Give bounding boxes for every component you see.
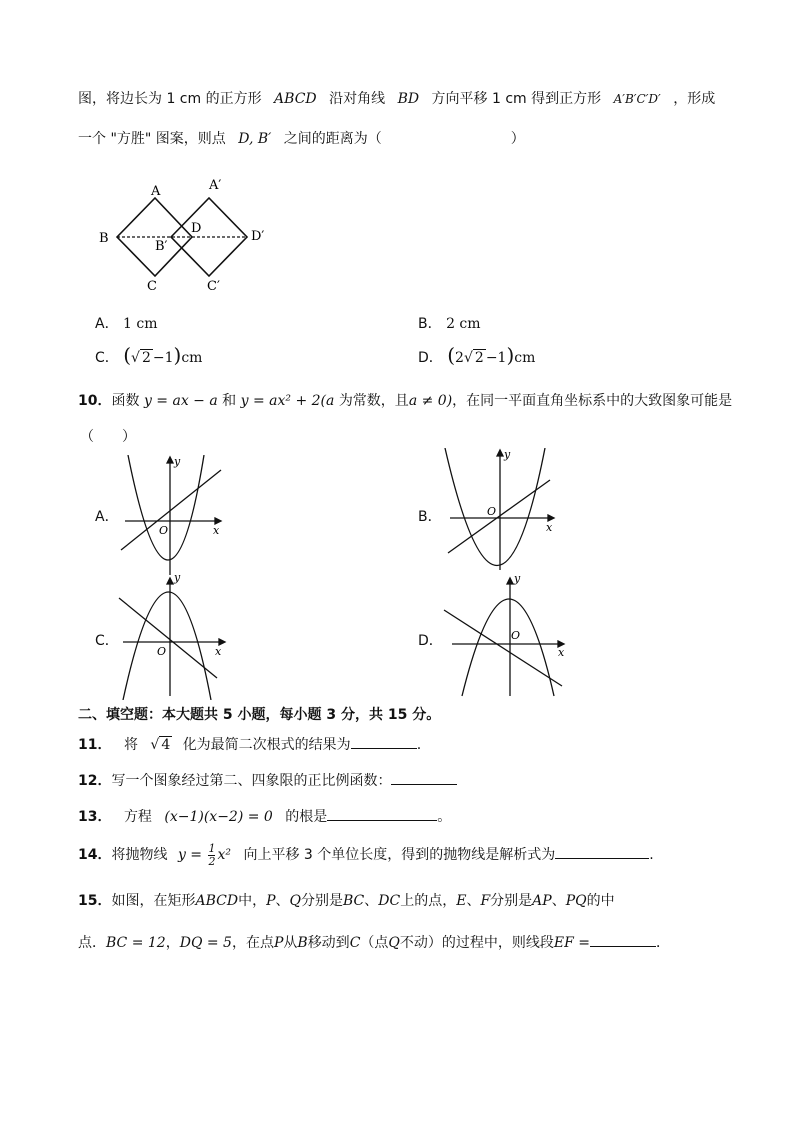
option-label: A．: [95, 316, 119, 332]
square-abcd-prime: A′B′C′D′: [613, 92, 661, 106]
label-b-prime: B′: [155, 239, 168, 254]
answer-blank[interactable]: [327, 806, 437, 821]
question-number: 11．: [78, 737, 112, 753]
q9-text: 沿对角线: [329, 91, 386, 107]
x-label: x: [215, 645, 222, 658]
parabola-curve: [462, 599, 554, 696]
q12: [78, 770, 457, 790]
q9-option-b[interactable]: [418, 313, 481, 333]
graph-b[interactable]: [440, 448, 560, 576]
label-c: C: [147, 279, 157, 294]
q15-text: 移动到: [307, 935, 350, 951]
origin-label: O: [487, 505, 497, 518]
given-bc: BC = 12: [106, 935, 166, 951]
label-c-prime: C′: [207, 279, 220, 294]
numerator: 1: [208, 841, 216, 855]
q15-text: 、: [275, 893, 290, 909]
q10-text: 和: [222, 393, 237, 409]
radicand: 2: [141, 350, 151, 366]
q9-line1: [78, 88, 715, 108]
q10-text: 为常数，且: [338, 393, 409, 409]
q13-text: 方程: [123, 809, 152, 825]
q11-text: 化为最简二次根式的结果为: [182, 737, 351, 753]
graph-c-label: C．: [95, 633, 119, 649]
radicand: 4: [161, 737, 171, 753]
origin-label: O: [511, 629, 521, 642]
answer-blank[interactable]: [351, 734, 417, 749]
q15-text: 点．: [78, 935, 106, 951]
point-c: C: [349, 935, 361, 951]
q15-text: ，在点: [231, 935, 274, 951]
segment-bc: BC: [343, 893, 365, 909]
point-q: Q: [289, 893, 301, 909]
point-b: B: [297, 935, 308, 951]
equation: (x−1)(x−2) = 0: [164, 809, 273, 825]
y-label: y: [504, 448, 511, 461]
function-quadratic: y = ax² + 2(a: [240, 393, 335, 409]
q15-line2: [78, 932, 670, 952]
y-label: y: [514, 572, 521, 585]
unit: cm: [181, 350, 203, 366]
graph-a[interactable]: [115, 455, 230, 580]
q15-text: 的中: [586, 893, 615, 909]
point-p: P: [273, 935, 284, 951]
q11-text: .: [416, 737, 422, 753]
question-number: 14．: [78, 847, 112, 863]
x-label: x: [558, 646, 565, 659]
points-d-bprime: D, B′: [238, 131, 272, 147]
answer-blank[interactable]: [391, 770, 457, 785]
rect-abcd: ABCD: [195, 893, 239, 909]
q15-text: 不动）的过程中，则线段: [399, 935, 554, 951]
answer-paren: （ ）: [80, 429, 136, 445]
point-f: F: [480, 893, 491, 909]
point-q: Q: [388, 935, 400, 951]
graph-b-label: B．: [418, 509, 442, 525]
q14: [78, 838, 654, 872]
q9-text: 图，将边长为 1 cm 的正方形: [78, 91, 262, 107]
q15-text: 分别是: [301, 893, 343, 909]
option-term: −1: [485, 350, 507, 366]
question-number: 10．: [78, 393, 112, 409]
question-number: 15．: [78, 893, 112, 909]
graph-c[interactable]: [115, 572, 230, 700]
segment-ap: AP: [532, 893, 552, 909]
parabola-curve: [123, 592, 211, 700]
graph-d[interactable]: [440, 572, 572, 700]
y-axis-arrow-icon: [167, 457, 173, 463]
q13: [78, 806, 451, 826]
option-value: 2 cm: [446, 316, 481, 332]
q11: 11． 将 √ 4 化为最简二次根式的结果为 .: [78, 734, 421, 754]
q10-line1: [78, 390, 732, 410]
q10-text: 函数: [111, 393, 140, 409]
option-value: 1 cm: [123, 316, 158, 332]
q14-text: 将抛物线: [111, 847, 168, 863]
q15-text: 中，: [238, 893, 267, 909]
q14-text: 向上平移 3 个单位长度，得到的抛物线是解析式为: [243, 847, 556, 863]
label-b: B: [99, 231, 109, 246]
label-d-prime: D′: [251, 229, 265, 244]
line-graph: [119, 598, 217, 678]
parabola-lhs: y =: [177, 847, 203, 863]
coefficient: 2: [455, 350, 464, 366]
line-graph: [121, 470, 221, 550]
graph-a-label: A．: [95, 509, 119, 525]
label-d: D: [191, 221, 202, 236]
segment-ef: EF =: [553, 935, 591, 951]
q15-text: （点: [360, 935, 389, 951]
label-a: A: [151, 184, 161, 199]
q15-text: ，: [165, 935, 180, 951]
q9-text: ，形成: [673, 91, 716, 107]
square-abcd: ABCD: [274, 91, 317, 107]
segment-dc: DC: [378, 893, 401, 909]
condition: a ≠ 0): [408, 393, 453, 409]
point-p: P: [266, 893, 276, 909]
origin-label: O: [157, 645, 167, 658]
q15-line1: [78, 890, 615, 910]
q15-text: ．: [656, 935, 671, 951]
y-label: y: [174, 455, 181, 468]
q9-option-d[interactable]: D． (2√ 2 −1)cm: [418, 343, 536, 367]
diagonal-bd: BD: [397, 91, 420, 107]
origin-label: O: [159, 524, 169, 537]
q15-text: 上的点，: [400, 893, 457, 909]
q14-text: .: [649, 847, 654, 863]
q9-text: ）: [510, 131, 525, 147]
q15-text: 、: [364, 893, 379, 909]
option-term: −1: [152, 350, 174, 366]
q9-option-a[interactable]: [95, 313, 158, 333]
q9-text: 一个 "方胜" 图案，则点: [78, 131, 226, 147]
q15-text: 如图，在矩形: [111, 893, 196, 909]
answer-blank[interactable]: [555, 844, 649, 859]
segment-pq: PQ: [565, 893, 587, 909]
x-label: x: [213, 524, 220, 537]
q12-text: 写一个图象经过第二、四象限的正比例函数：: [111, 773, 392, 789]
function-linear: y = ax − a: [143, 393, 218, 409]
q15-text: 分别是: [490, 893, 533, 909]
x-squared: x²: [217, 847, 231, 863]
q15-text: 、: [551, 893, 566, 909]
x-label: x: [546, 521, 553, 534]
point-e: E: [456, 893, 467, 909]
q13-text: 。: [437, 809, 452, 825]
answer-blank[interactable]: [590, 932, 656, 947]
graph-d-label: D．: [418, 633, 443, 649]
q13-text: 的根是: [285, 809, 328, 825]
q9-option-c[interactable]: C． (√ 2 −1)cm: [95, 343, 203, 367]
section-heading: 二、填空题：本大题共 5 小题，每小题 3 分，共 15 分。: [78, 707, 441, 723]
line-graph: [444, 610, 562, 686]
q9-text: 之间的距离为（: [283, 131, 382, 147]
given-dq: DQ = 5: [179, 935, 232, 951]
y-axis-arrow-icon: [167, 578, 173, 584]
q15-text: 、: [466, 893, 481, 909]
option-label: B．: [418, 316, 442, 332]
y-label: y: [174, 572, 181, 584]
q9-figure: [95, 175, 275, 300]
option-label: C．: [95, 350, 119, 366]
denominator: 2: [208, 854, 216, 868]
q11-text: 将: [123, 737, 138, 753]
question-number: 13．: [78, 809, 112, 825]
q10-text: ，在同一平面直角坐标系中的大致图象可能是: [452, 393, 733, 409]
option-label: D．: [418, 350, 443, 366]
q9-text: 方向平移 1 cm 得到正方形: [431, 91, 602, 107]
unit: cm: [514, 350, 536, 366]
q15-text: 从: [283, 935, 298, 951]
parabola-curve: [128, 455, 204, 560]
label-a-prime: A′: [209, 178, 222, 193]
fraction-half: [208, 843, 215, 868]
q9-line2: [78, 128, 525, 148]
y-axis-arrow-icon: [507, 578, 513, 584]
radicand: 2: [474, 350, 484, 366]
y-axis-arrow-icon: [497, 450, 503, 456]
question-number: 12．: [78, 773, 112, 789]
